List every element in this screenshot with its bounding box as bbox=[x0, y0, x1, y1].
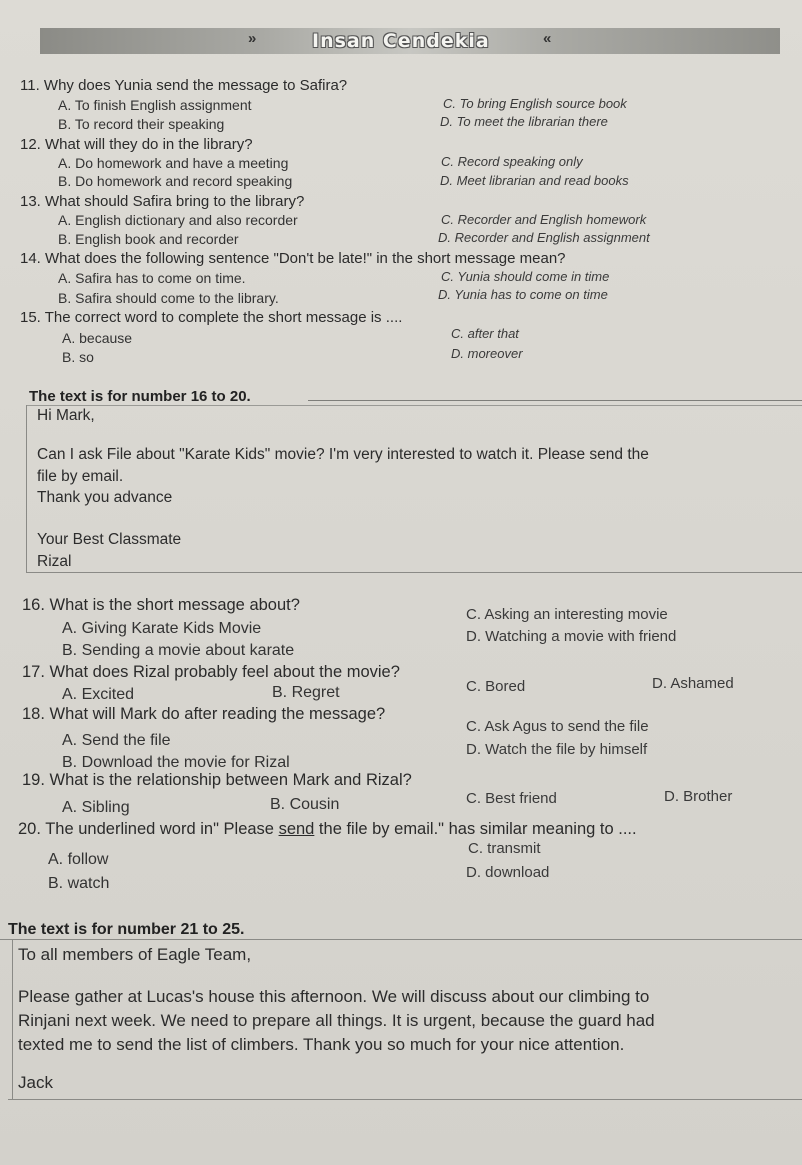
q12-option-b: B. Do homework and record speaking bbox=[58, 173, 293, 189]
text1-signature: Rizal bbox=[37, 553, 72, 570]
text1-body-line1: Can I ask File about "Karate Kids" movie? I'm very interested to watch it. Please send the bbox=[37, 446, 649, 463]
q19-option-b: B. Cousin bbox=[270, 796, 340, 813]
underlined-word: send bbox=[278, 820, 315, 838]
q13-option-b: B. English book and recorder bbox=[58, 231, 239, 247]
question-19: 19. What is the relationship between Mark and Rizal? bbox=[22, 771, 412, 789]
q16-option-b: B. Sending a movie about karate bbox=[62, 642, 295, 659]
q14-option-a: A. Safira has to come on time. bbox=[58, 270, 246, 286]
text1-left-border bbox=[26, 405, 27, 572]
text1-closing: Your Best Classmate bbox=[37, 531, 182, 548]
text1-greeting: Hi Mark, bbox=[37, 407, 95, 424]
question-13: 13. What should Safira bring to the library? bbox=[20, 193, 305, 210]
text1-bottom-border bbox=[26, 572, 802, 573]
question-16: 16. What is the short message about? bbox=[22, 596, 300, 614]
text2-body-line3: texted me to send the list of climbers. Thank you so much for your nice attention. bbox=[18, 1035, 625, 1054]
q17-option-d: D. Ashamed bbox=[652, 675, 734, 692]
q11-option-c: C. To bring English source book bbox=[443, 96, 627, 111]
text2-left-border bbox=[12, 939, 13, 1099]
q20-option-b: B. watch bbox=[48, 875, 110, 892]
text1-top-border bbox=[308, 400, 802, 401]
question-11: 11. Why does Yunia send the message to Safira? bbox=[20, 77, 348, 94]
q19-option-a: A. Sibling bbox=[62, 799, 130, 816]
q18-option-c: C. Ask Agus to send the file bbox=[466, 718, 649, 735]
q20-option-d: D. download bbox=[466, 864, 550, 881]
text2-top-border bbox=[0, 939, 802, 940]
q16-option-a: A. Giving Karate Kids Movie bbox=[62, 620, 262, 637]
text2-body-line1: Please gather at Lucas's house this afternoon. We will discuss about our climbing to bbox=[18, 987, 650, 1006]
text2-greeting: To all members of Eagle Team, bbox=[18, 945, 252, 964]
header-title: Insan Cendekia bbox=[312, 30, 490, 52]
q18-option-d: D. Watch the file by himself bbox=[466, 741, 648, 758]
q15-option-b: B. so bbox=[62, 349, 94, 365]
q15-option-d: D. moreover bbox=[451, 346, 523, 361]
q11-option-d: D. To meet the librarian there bbox=[440, 114, 608, 129]
question-17: 17. What does Rizal probably feel about the movie? bbox=[22, 663, 400, 681]
header-deco-right: « bbox=[543, 30, 552, 47]
text2-bottom-border bbox=[8, 1099, 802, 1100]
question-14: 14. What does the following sentence "Don't be late!" in the short message mean? bbox=[20, 250, 566, 267]
q15-option-a: A. because bbox=[62, 330, 133, 346]
q12-option-a: A. Do homework and have a meeting bbox=[58, 155, 289, 171]
header-deco-left: » bbox=[248, 30, 257, 47]
text2-heading: The text is for number 21 to 25. bbox=[8, 921, 245, 938]
q11-option-b: B. To record their speaking bbox=[58, 116, 225, 132]
q16-option-c: C. Asking an interesting movie bbox=[466, 606, 668, 623]
text1-heading: The text is for number 16 to 20. bbox=[29, 388, 251, 405]
text1-thanks: Thank you advance bbox=[37, 489, 173, 506]
question-12: 12. What will they do in the library? bbox=[20, 136, 253, 153]
q19-option-c: C. Best friend bbox=[466, 790, 557, 807]
q16-option-d: D. Watching a movie with friend bbox=[466, 628, 677, 645]
q14-option-c: C. Yunia should come in time bbox=[441, 269, 610, 284]
question-20: 20. The underlined word in" Please send the file by email." has similar meaning to .... bbox=[18, 820, 637, 838]
q18-option-a: A. Send the file bbox=[62, 732, 171, 749]
q11-option-a: A. To finish English assignment bbox=[58, 97, 252, 113]
q13-option-c: C. Recorder and English homework bbox=[441, 212, 647, 227]
text2-signature: Jack bbox=[18, 1073, 53, 1092]
q20-option-c: C. transmit bbox=[468, 840, 541, 857]
question-15: 15. The correct word to complete the short message is .... bbox=[20, 309, 403, 326]
q17-option-b: B. Regret bbox=[272, 684, 340, 701]
q12-option-c: C. Record speaking only bbox=[441, 154, 583, 169]
text2-body-line2: Rinjani next week. We need to prepare all things. It is urgent, because the guard had bbox=[18, 1011, 655, 1030]
q19-option-d: D. Brother bbox=[664, 788, 733, 805]
q13-option-d: D. Recorder and English assignment bbox=[438, 230, 650, 245]
text1-body-line2: file by email. bbox=[37, 468, 124, 485]
question-18: 18. What will Mark do after reading the message? bbox=[22, 705, 386, 723]
q20-option-a: A. follow bbox=[48, 851, 109, 868]
q14-option-b: B. Safira should come to the library. bbox=[58, 290, 279, 306]
q18-option-b: B. Download the movie for Rizal bbox=[62, 754, 290, 771]
q17-option-c: C. Bored bbox=[466, 678, 526, 695]
text1-inner-top bbox=[26, 405, 802, 406]
q14-option-d: D. Yunia has to come on time bbox=[438, 287, 608, 302]
q12-option-d: D. Meet librarian and read books bbox=[440, 173, 629, 188]
q13-option-a: A. English dictionary and also recorder bbox=[58, 212, 298, 228]
q15-option-c: C. after that bbox=[451, 326, 519, 341]
q17-option-a: A. Excited bbox=[62, 686, 135, 703]
